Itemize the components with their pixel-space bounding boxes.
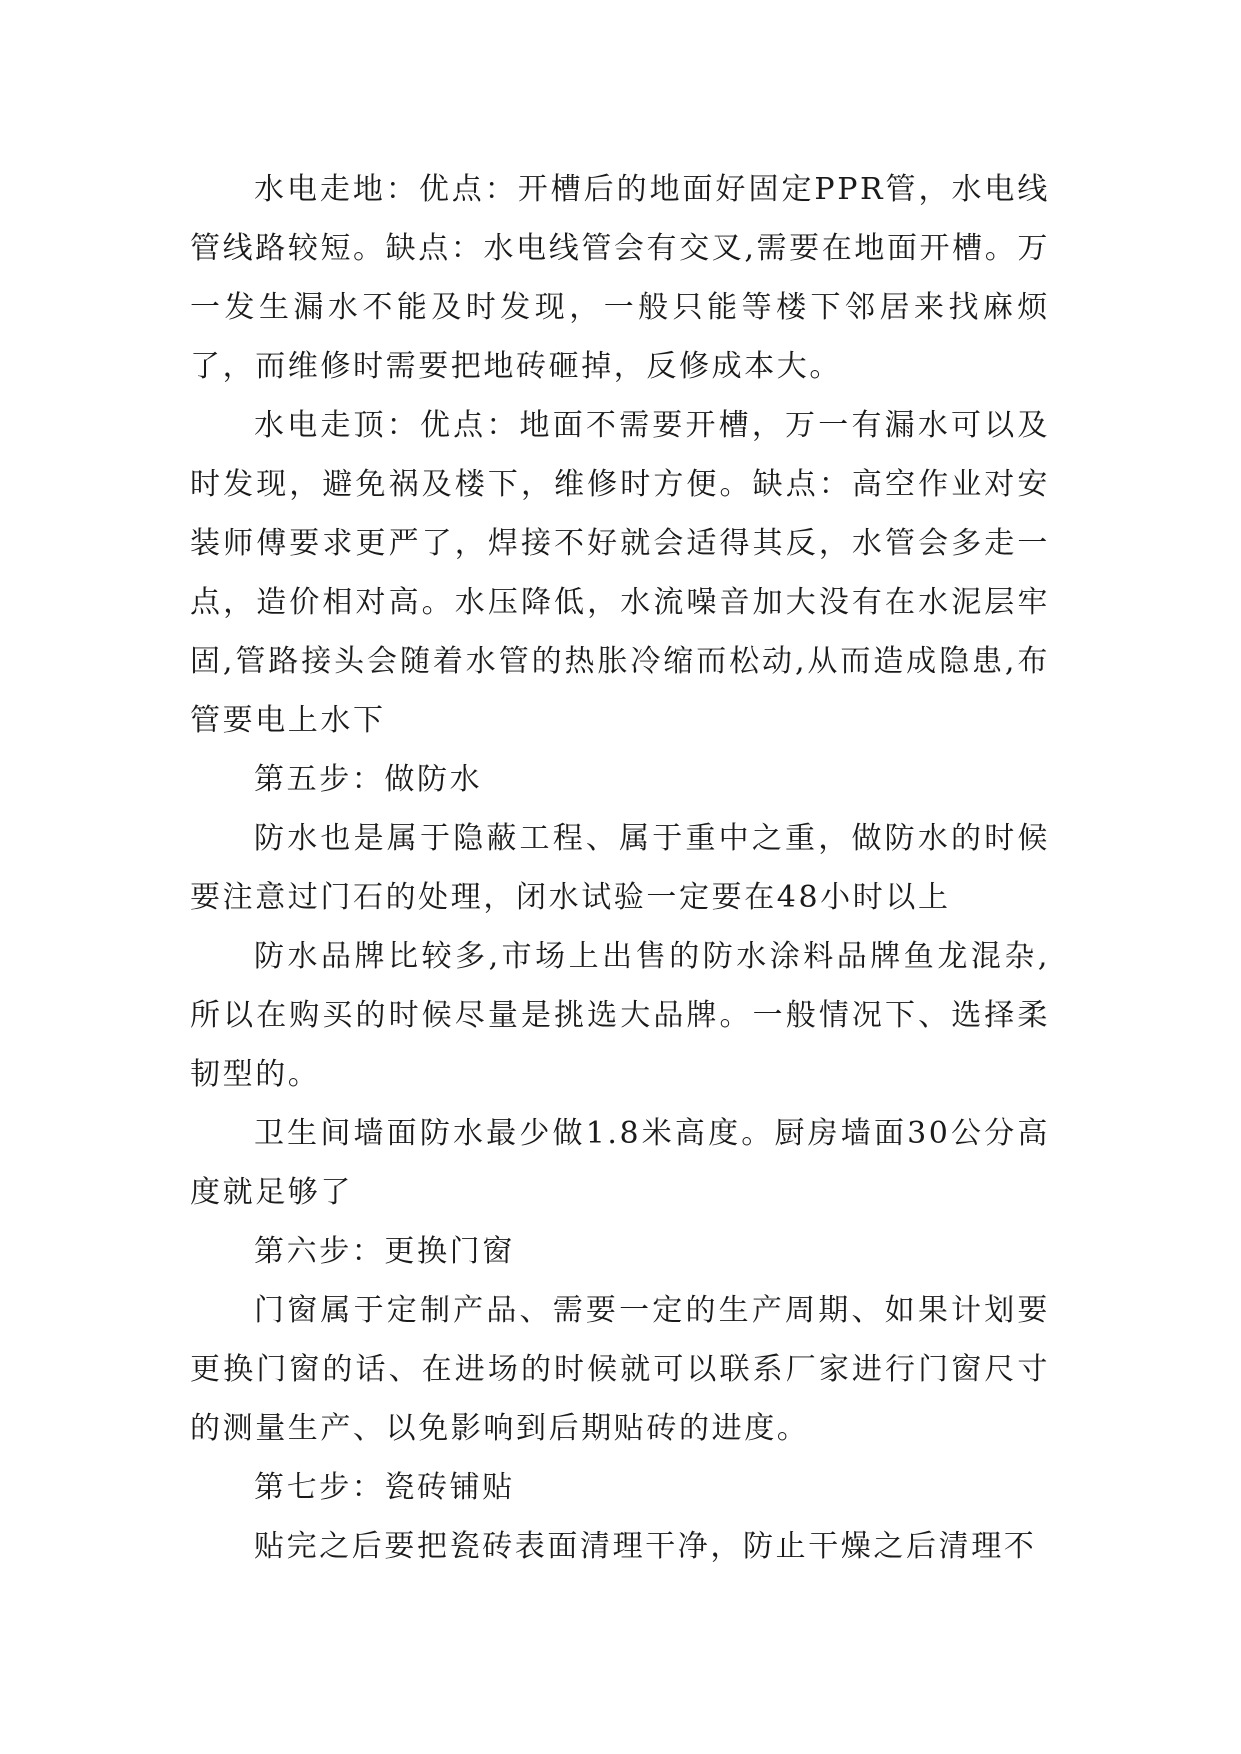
paragraph-waterproof-height: 卫生间墙面防水最少做1.8米高度。厨房墙面30公分高度就足够了 [190,1116,1050,1210]
heading-step-five: 第五步：做防水 [254,762,483,797]
document-body [190,160,1050,1576]
paragraph-water-electric-floor: 水电走地：优点：开槽后的地面好固定PPR管，水电线管线路较短。缺点：水电线管会有交叉,需要在地面开槽。万一发生漏水不能及时发现，一般只能等楼下邻居来找麻烦了，而维修时需要把地砖砸掉，反修成本大。 [190,172,1050,384]
paragraph-water-electric-ceiling: 水电走顶：优点：地面不需要开槽，万一有漏水可以及时发现，避免祸及楼下，维修时方便。缺点：高空作业对安装师傅要求更严了，焊接不好就会适得其反，水管会多走一点，造价相对高。水压降低，水流噪音加大没有在水泥层牢固,管路接头会随着水管的热胀冷缩而松动,从而造成隐患,布管要电上水下 [190,408,1050,738]
paragraph-doors-windows: 门窗属于定制产品、需要一定的生产周期、如果计划要更换门窗的话、在进场的时候就可以联系厂家进行门窗尺寸的测量生产、以免影响到后期贴砖的进度。 [190,1293,1050,1446]
heading-step-six: 第六步：更换门窗 [254,1234,515,1269]
heading-step-seven: 第七步：瓷砖铺贴 [254,1470,515,1505]
paragraph-tile-cleaning: 贴完之后要把瓷砖表面清理干净，防止干燥之后清理不 [254,1529,1037,1564]
paragraph-waterproofing: 防水也是属于隐蔽工程、属于重中之重，做防水的时候要注意过门石的处理，闭水试验一定要在48小时以上 [190,821,1050,915]
paragraph-waterproof-brands: 防水品牌比较多,市场上出售的防水涂料品牌鱼龙混杂,所以在购买的时候尽量是挑选大品牌。一般情况下、选择柔韧型的。 [190,939,1050,1092]
